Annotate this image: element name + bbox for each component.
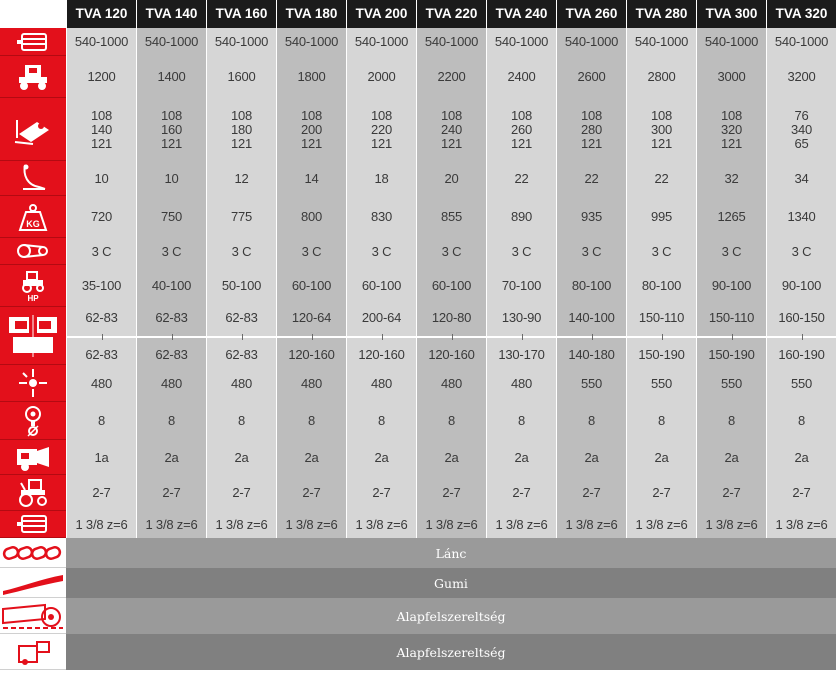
spec-cell: 2-7 — [66, 475, 136, 511]
spec-row — [0, 56, 836, 98]
spec-cell: 2a — [696, 440, 766, 475]
spec-cell: 480 — [276, 365, 346, 402]
spec-cell: 2a — [766, 440, 836, 475]
spec-cell: 32 — [696, 161, 766, 196]
spec-row — [0, 307, 836, 365]
spec-value-line: 108 — [510, 107, 533, 123]
spec-cell: 22 — [626, 161, 696, 196]
spec-cell: 60-100 — [416, 265, 486, 307]
rear-roller-icon — [0, 598, 66, 634]
shift-divider — [347, 334, 416, 340]
spec-cell: 2200 — [416, 56, 486, 98]
spec-value-line: 108 — [580, 107, 603, 123]
spec-cell: 1400 — [136, 56, 206, 98]
spec-cell: 2a — [136, 440, 206, 475]
option-label: Lánc — [66, 538, 836, 568]
spec-cell: 2-7 — [556, 475, 626, 511]
shift-divider — [207, 334, 276, 340]
spec-cell: 90-100 — [766, 265, 836, 307]
spec-cell: 3 C — [276, 238, 346, 265]
spec-cell: 8 — [486, 402, 556, 440]
spec-cell: 3 C — [136, 238, 206, 265]
spec-cell: 1 3/8 z=6 — [66, 511, 136, 538]
spec-cell: 3 C — [626, 238, 696, 265]
spec-cell: 3 C — [486, 238, 556, 265]
spec-cell: 480 — [206, 365, 276, 402]
spec-row — [0, 28, 836, 56]
spec-cell: 34 — [766, 161, 836, 196]
spec-cell — [346, 98, 416, 161]
spec-cell: 1 3/8 z=6 — [276, 511, 346, 538]
spec-cell: 1 3/8 z=6 — [346, 511, 416, 538]
spec-cell: 3200 — [766, 56, 836, 98]
spec-cell: 60-100 — [346, 265, 416, 307]
spec-cell: 3 C — [416, 238, 486, 265]
spec-cell: 8 — [626, 402, 696, 440]
spec-cell — [136, 307, 206, 365]
spec-cell: 8 — [766, 402, 836, 440]
spec-cell: 1600 — [206, 56, 276, 98]
spec-cell: 70-100 — [486, 265, 556, 307]
spec-cell: 540-1000 — [136, 28, 206, 56]
spec-cell: 50-100 — [206, 265, 276, 307]
header-row — [0, 0, 836, 28]
spec-cell: 10 — [136, 161, 206, 196]
spec-cell — [696, 98, 766, 161]
spec-cell: 8 — [206, 402, 276, 440]
spec-value-line: 121 — [90, 135, 113, 151]
spec-cell: 22 — [486, 161, 556, 196]
spec-cell — [276, 307, 346, 365]
spec-value-line: 121 — [650, 135, 673, 151]
spec-value-line: 76 — [794, 107, 809, 123]
column-header: TVA 120 — [66, 0, 136, 28]
spec-cell: 2-7 — [766, 475, 836, 511]
hydraulic-shift-icon — [0, 634, 66, 670]
spec-value-top: 130-90 — [501, 310, 542, 325]
column-header: TVA 280 — [626, 0, 696, 28]
spec-value-bottom: 62-83 — [155, 347, 188, 362]
spec-cell — [626, 98, 696, 161]
spec-value-bottom: 120-160 — [288, 347, 335, 362]
option-row — [0, 568, 836, 598]
shift-divider — [417, 334, 486, 340]
side-shift-icon — [0, 307, 66, 365]
spec-value-line: 108 — [370, 107, 393, 123]
spec-cell — [486, 98, 556, 161]
flail-knife-icon — [0, 161, 66, 196]
column-header: TVA 200 — [346, 0, 416, 28]
spec-value-line: 108 — [720, 107, 743, 123]
spec-value-line: 121 — [510, 135, 533, 151]
spec-value-bottom: 62-83 — [85, 347, 118, 362]
spec-cell — [206, 307, 276, 365]
spec-cell: 8 — [556, 402, 626, 440]
spec-row — [0, 265, 836, 307]
spec-cell: 1340 — [766, 196, 836, 238]
belt-drive-icon — [0, 238, 66, 265]
spec-cell: 8 — [416, 402, 486, 440]
spec-cell: 540-1000 — [346, 28, 416, 56]
column-header: TVA 160 — [206, 0, 276, 28]
spec-cell: 2a — [626, 440, 696, 475]
spec-cell: 550 — [696, 365, 766, 402]
option-row — [0, 538, 836, 568]
spec-value-line: 121 — [230, 135, 253, 151]
column-header: TVA 220 — [416, 0, 486, 28]
spec-value-top: 120-80 — [431, 310, 472, 325]
weight-kg-icon — [0, 196, 66, 238]
spec-cell: 2a — [416, 440, 486, 475]
spec-cell: 2-7 — [486, 475, 556, 511]
spec-value-bottom: 120-160 — [428, 347, 475, 362]
spec-cell: 540-1000 — [66, 28, 136, 56]
header-corner — [0, 0, 66, 28]
spec-row — [0, 365, 836, 402]
rotor-speed-icon — [0, 365, 66, 402]
shift-divider — [67, 334, 136, 340]
shift-divider — [487, 334, 556, 340]
spec-row — [0, 238, 836, 265]
spec-cell — [556, 307, 626, 365]
spec-cell: 8 — [276, 402, 346, 440]
spec-value-line: 240 — [440, 121, 463, 137]
working-width-icon — [0, 56, 66, 98]
spec-cell: 60-100 — [276, 265, 346, 307]
spec-cell — [276, 98, 346, 161]
spec-value-line: 108 — [300, 107, 323, 123]
column-header: TVA 260 — [556, 0, 626, 28]
spec-value-line: 140 — [90, 121, 113, 137]
option-label: Gumi — [66, 568, 836, 598]
spec-value-line: 121 — [580, 135, 603, 151]
spec-cell: 3 C — [66, 238, 136, 265]
spec-cell: 1 3/8 z=6 — [556, 511, 626, 538]
svg-text:HP: HP — [27, 293, 39, 302]
spec-row — [0, 475, 836, 511]
svg-text:KG: KG — [26, 218, 40, 229]
spec-cell: 2800 — [626, 56, 696, 98]
spec-cell: 40-100 — [136, 265, 206, 307]
tractor-category-icon — [0, 475, 66, 511]
spec-cell: 2a — [346, 440, 416, 475]
hitch-category-icon — [0, 440, 66, 475]
spec-value-line: 320 — [720, 121, 743, 137]
spec-row — [0, 161, 836, 196]
spec-value-line: 121 — [300, 135, 323, 151]
spec-cell — [766, 307, 836, 365]
spec-cell: 80-100 — [626, 265, 696, 307]
spec-value-top: 150-110 — [638, 310, 685, 325]
spec-cell: 480 — [66, 365, 136, 402]
spec-cell: 1200 — [66, 56, 136, 98]
option-row — [0, 598, 836, 634]
spec-value-top: 62-83 — [85, 310, 118, 325]
spec-row — [0, 98, 836, 161]
spec-cell — [626, 307, 696, 365]
spec-value-line: 200 — [300, 121, 323, 137]
spec-value-line: 220 — [370, 121, 393, 137]
spec-cell: 830 — [346, 196, 416, 238]
spec-cell: 540-1000 — [556, 28, 626, 56]
spec-cell: 1 3/8 z=6 — [136, 511, 206, 538]
spec-cell: 2-7 — [206, 475, 276, 511]
spec-cell: 2600 — [556, 56, 626, 98]
spec-value-line: 65 — [794, 135, 809, 151]
spec-cell: 35-100 — [66, 265, 136, 307]
spec-value-line: 108 — [90, 107, 113, 123]
spec-cell: 1 3/8 z=6 — [766, 511, 836, 538]
spec-value-line: 260 — [510, 121, 533, 137]
spec-cell: 890 — [486, 196, 556, 238]
spec-cell: 20 — [416, 161, 486, 196]
option-row — [0, 634, 836, 670]
spec-row — [0, 511, 836, 538]
spec-cell: 3 C — [206, 238, 276, 265]
spec-value-line: 180 — [230, 121, 253, 137]
spec-cell: 2400 — [486, 56, 556, 98]
machine-dimensions-icon — [0, 98, 66, 161]
spec-value-bottom: 160-190 — [778, 347, 825, 362]
shaft-diameter-icon — [0, 402, 66, 440]
spec-cell: 8 — [66, 402, 136, 440]
spec-cell: 935 — [556, 196, 626, 238]
spec-cell: 2a — [486, 440, 556, 475]
column-header: TVA 180 — [276, 0, 346, 28]
spec-cell: 3 C — [346, 238, 416, 265]
spec-value-top: 200-64 — [361, 310, 402, 325]
spec-cell: 2-7 — [696, 475, 766, 511]
spec-cell: 750 — [136, 196, 206, 238]
spec-cell: 1 3/8 z=6 — [206, 511, 276, 538]
spec-cell: 18 — [346, 161, 416, 196]
spec-value-bottom: 130-170 — [498, 347, 545, 362]
spec-value-top: 160-150 — [778, 310, 825, 325]
shift-divider — [627, 334, 696, 340]
spec-cell: 540-1000 — [766, 28, 836, 56]
shift-divider — [557, 334, 626, 340]
spec-cell: 2-7 — [276, 475, 346, 511]
spec-value-line: 340 — [790, 121, 813, 137]
option-label: Alapfelszereltség — [66, 634, 836, 670]
spec-cell — [136, 98, 206, 161]
spec-value-bottom: 150-190 — [638, 347, 685, 362]
spec-cell: 2-7 — [136, 475, 206, 511]
spec-cell: 1 3/8 z=6 — [626, 511, 696, 538]
spec-value-line: 108 — [440, 107, 463, 123]
spec-cell: 550 — [626, 365, 696, 402]
spec-cell: 1265 — [696, 196, 766, 238]
spec-cell: 90-100 — [696, 265, 766, 307]
spec-cell: 800 — [276, 196, 346, 238]
spec-value-bottom: 120-160 — [358, 347, 405, 362]
spec-cell: 14 — [276, 161, 346, 196]
spec-cell: 1 3/8 z=6 — [696, 511, 766, 538]
spec-cell: 1 3/8 z=6 — [416, 511, 486, 538]
spec-value-line: 300 — [650, 121, 673, 137]
spec-cell: 480 — [486, 365, 556, 402]
spec-cell: 1800 — [276, 56, 346, 98]
spec-cell — [486, 307, 556, 365]
spec-cell: 2-7 — [416, 475, 486, 511]
spec-cell: 3 C — [556, 238, 626, 265]
spec-cell — [766, 98, 836, 161]
spec-cell: 3 C — [766, 238, 836, 265]
spec-cell: 3 C — [696, 238, 766, 265]
pto-gearbox-icon — [0, 28, 66, 56]
spec-value-line: 121 — [160, 135, 183, 151]
spec-cell: 995 — [626, 196, 696, 238]
spec-cell — [416, 307, 486, 365]
spec-cell: 540-1000 — [486, 28, 556, 56]
spec-row — [0, 402, 836, 440]
spec-cell: 1a — [66, 440, 136, 475]
spec-value-line: 121 — [370, 135, 393, 151]
spec-cell: 540-1000 — [626, 28, 696, 56]
shift-divider — [697, 334, 766, 340]
spec-value-line: 108 — [160, 107, 183, 123]
spec-value-bottom: 140-180 — [568, 347, 615, 362]
spec-value-line: 121 — [440, 135, 463, 151]
column-header: TVA 240 — [486, 0, 556, 28]
spec-value-top: 62-83 — [225, 310, 258, 325]
spec-cell: 480 — [136, 365, 206, 402]
column-header: TVA 320 — [766, 0, 836, 28]
spec-cell: 540-1000 — [206, 28, 276, 56]
spec-cell: 855 — [416, 196, 486, 238]
spec-cell — [346, 307, 416, 365]
chain-guard-icon — [0, 538, 66, 568]
spec-value-top: 62-83 — [155, 310, 188, 325]
spec-cell: 3000 — [696, 56, 766, 98]
shift-divider — [277, 334, 346, 340]
pto-shaft-icon — [0, 511, 66, 538]
tractor-hp-icon — [0, 265, 66, 307]
spec-cell: 540-1000 — [416, 28, 486, 56]
spec-cell — [416, 98, 486, 161]
spec-cell — [206, 98, 276, 161]
spec-value-line: 280 — [580, 121, 603, 137]
spec-cell: 2000 — [346, 56, 416, 98]
spec-value-line: 108 — [650, 107, 673, 123]
spec-value-bottom: 150-190 — [708, 347, 755, 362]
column-header: TVA 300 — [696, 0, 766, 28]
spec-cell: 10 — [66, 161, 136, 196]
spec-cell — [696, 307, 766, 365]
spec-cell: 775 — [206, 196, 276, 238]
option-label: Alapfelszereltség — [66, 598, 836, 634]
spec-row — [0, 196, 836, 238]
spec-cell: 550 — [766, 365, 836, 402]
spec-cell: 22 — [556, 161, 626, 196]
spec-value-bottom: 62-83 — [225, 347, 258, 362]
spec-value-line: 121 — [720, 135, 743, 151]
spec-cell: 480 — [416, 365, 486, 402]
shift-divider — [137, 334, 206, 340]
spec-value-top: 140-100 — [568, 310, 615, 325]
spec-cell: 2a — [276, 440, 346, 475]
spec-value-top: 120-64 — [291, 310, 332, 325]
spec-cell — [66, 98, 136, 161]
spec-value-line: 160 — [160, 121, 183, 137]
spec-cell: 720 — [66, 196, 136, 238]
spec-cell: 2-7 — [346, 475, 416, 511]
spec-cell: 1 3/8 z=6 — [486, 511, 556, 538]
spec-cell: 480 — [346, 365, 416, 402]
spec-cell — [556, 98, 626, 161]
spec-cell: 80-100 — [556, 265, 626, 307]
spec-cell: 12 — [206, 161, 276, 196]
spec-cell: 550 — [556, 365, 626, 402]
spec-cell: 540-1000 — [276, 28, 346, 56]
spec-cell: 2-7 — [626, 475, 696, 511]
spec-cell: 540-1000 — [696, 28, 766, 56]
spec-row — [0, 440, 836, 475]
shift-divider — [767, 334, 836, 340]
spec-cell: 2a — [206, 440, 276, 475]
spec-value-line: 108 — [230, 107, 253, 123]
spec-cell: 8 — [136, 402, 206, 440]
spec-value-top: 150-110 — [708, 310, 755, 325]
column-header: TVA 140 — [136, 0, 206, 28]
spec-cell — [66, 307, 136, 365]
spec-cell: 8 — [346, 402, 416, 440]
spec-cell: 8 — [696, 402, 766, 440]
spec-cell: 2a — [556, 440, 626, 475]
rubber-flap-icon — [0, 568, 66, 598]
